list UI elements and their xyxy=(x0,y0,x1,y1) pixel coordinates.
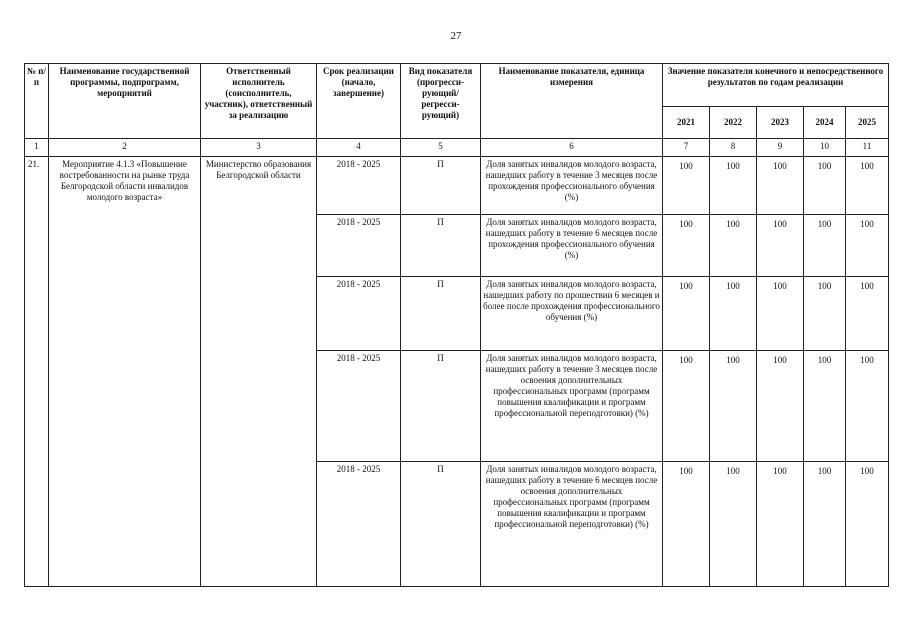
value-2021: 100 xyxy=(663,157,710,215)
value-2024: 100 xyxy=(804,157,846,215)
value-2023: 100 xyxy=(757,215,804,277)
period: 2018 - 2025 xyxy=(317,462,401,587)
value-2025: 100 xyxy=(846,351,889,462)
indicator-kind: П xyxy=(401,215,481,277)
header-name: Наименование государственной программы, подпрограмм, мероприятий xyxy=(49,64,201,139)
value-2022: 100 xyxy=(710,351,757,462)
value-2024: 100 xyxy=(804,462,846,587)
value-2025: 100 xyxy=(846,462,889,587)
column-number: 9 xyxy=(757,139,804,157)
value-2023: 100 xyxy=(757,277,804,351)
period: 2018 - 2025 xyxy=(317,157,401,215)
header-year-2021: 2021 xyxy=(663,106,710,138)
value-2022: 100 xyxy=(710,462,757,587)
responsible-executor: Министерство образования Белгородской области xyxy=(201,157,317,587)
value-2024: 100 xyxy=(804,277,846,351)
value-2021: 100 xyxy=(663,277,710,351)
indicator-text: Доля занятых инвалидов молодого возраста, нашедших работу в течение 3 месяцев после освоения дополнительных профессиональных программ (программ повышения квалификации и программ профессиональной переподготовки) (%) xyxy=(481,351,663,462)
column-number-row xyxy=(25,139,889,157)
column-number: 3 xyxy=(201,139,317,157)
column-number: 7 xyxy=(663,139,710,157)
value-2024: 100 xyxy=(804,215,846,277)
header-indicator: Наименование показателя, единица измерения xyxy=(481,64,663,139)
value-2023: 100 xyxy=(757,351,804,462)
indicator-kind: П xyxy=(401,277,481,351)
value-2023: 100 xyxy=(757,157,804,215)
column-number: 1 xyxy=(25,139,49,157)
header-no: № п/п xyxy=(25,64,49,139)
column-number: 4 xyxy=(317,139,401,157)
header-year-2024: 2024 xyxy=(804,106,846,138)
indicator-text: Доля занятых инвалидов молодого возраста, нашедших работу в течение 3 месяцев после прохождения профессионального обучения (%) xyxy=(481,157,663,215)
column-number: 2 xyxy=(49,139,201,157)
value-2023: 100 xyxy=(757,462,804,587)
value-2024: 100 xyxy=(804,351,846,462)
table-row xyxy=(25,157,889,215)
header-period: Срок реализации (начало, завершение) xyxy=(317,64,401,139)
value-2025: 100 xyxy=(846,157,889,215)
header-year-2023: 2023 xyxy=(757,106,804,138)
indicator-text: Доля занятых инвалидов молодого возраста, нашедших работу по прошествии 6 месяцев и более после прохождения профессионального обучения (%) xyxy=(481,277,663,351)
row-number: 21. xyxy=(25,157,49,587)
value-2022: 100 xyxy=(710,157,757,215)
header-year-2022: 2022 xyxy=(710,106,757,138)
indicator-text: Доля занятых инвалидов молодого возраста, нашедших работу в течение 6 месяцев после освоения дополнительных профессиональных программ (программ повышения квалификации и программ профессиональной переподготовки) (%) xyxy=(481,462,663,587)
indicator-kind: П xyxy=(401,351,481,462)
page-number: 27 xyxy=(450,30,462,42)
value-2021: 100 xyxy=(663,215,710,277)
indicator-kind: П xyxy=(401,462,481,587)
period: 2018 - 2025 xyxy=(317,215,401,277)
value-2022: 100 xyxy=(710,215,757,277)
column-number: 8 xyxy=(710,139,757,157)
column-number: 5 xyxy=(401,139,481,157)
header-values-group: Значение показателя конечного и непосредственного результатов по годам реализации xyxy=(663,64,889,107)
period: 2018 - 2025 xyxy=(317,277,401,351)
value-2025: 100 xyxy=(846,277,889,351)
header-year-2025: 2025 xyxy=(846,106,889,138)
column-number: 11 xyxy=(846,139,889,157)
value-2022: 100 xyxy=(710,277,757,351)
column-number: 6 xyxy=(481,139,663,157)
header-responsible: Ответственный исполнитель (соисполнитель, участник), ответственный за реализацию xyxy=(201,64,317,139)
header-kind: Вид показателя (прогресси-рующий/ регресси-рующий) xyxy=(401,64,481,139)
indicator-kind: П xyxy=(401,157,481,215)
value-2025: 100 xyxy=(846,215,889,277)
indicator-text: Доля занятых инвалидов молодого возраста, нашедших работу в течение 6 месяцев после прохождения профессионального обучения (%) xyxy=(481,215,663,277)
column-number: 10 xyxy=(804,139,846,157)
value-2021: 100 xyxy=(663,462,710,587)
event-name: Мероприятие 4.1.3 «Повышение востребованности на рынке труда Белгородской области инвалидов молодого возраста» xyxy=(49,157,201,587)
period: 2018 - 2025 xyxy=(317,351,401,462)
value-2021: 100 xyxy=(663,351,710,462)
indicators-table xyxy=(24,63,889,587)
